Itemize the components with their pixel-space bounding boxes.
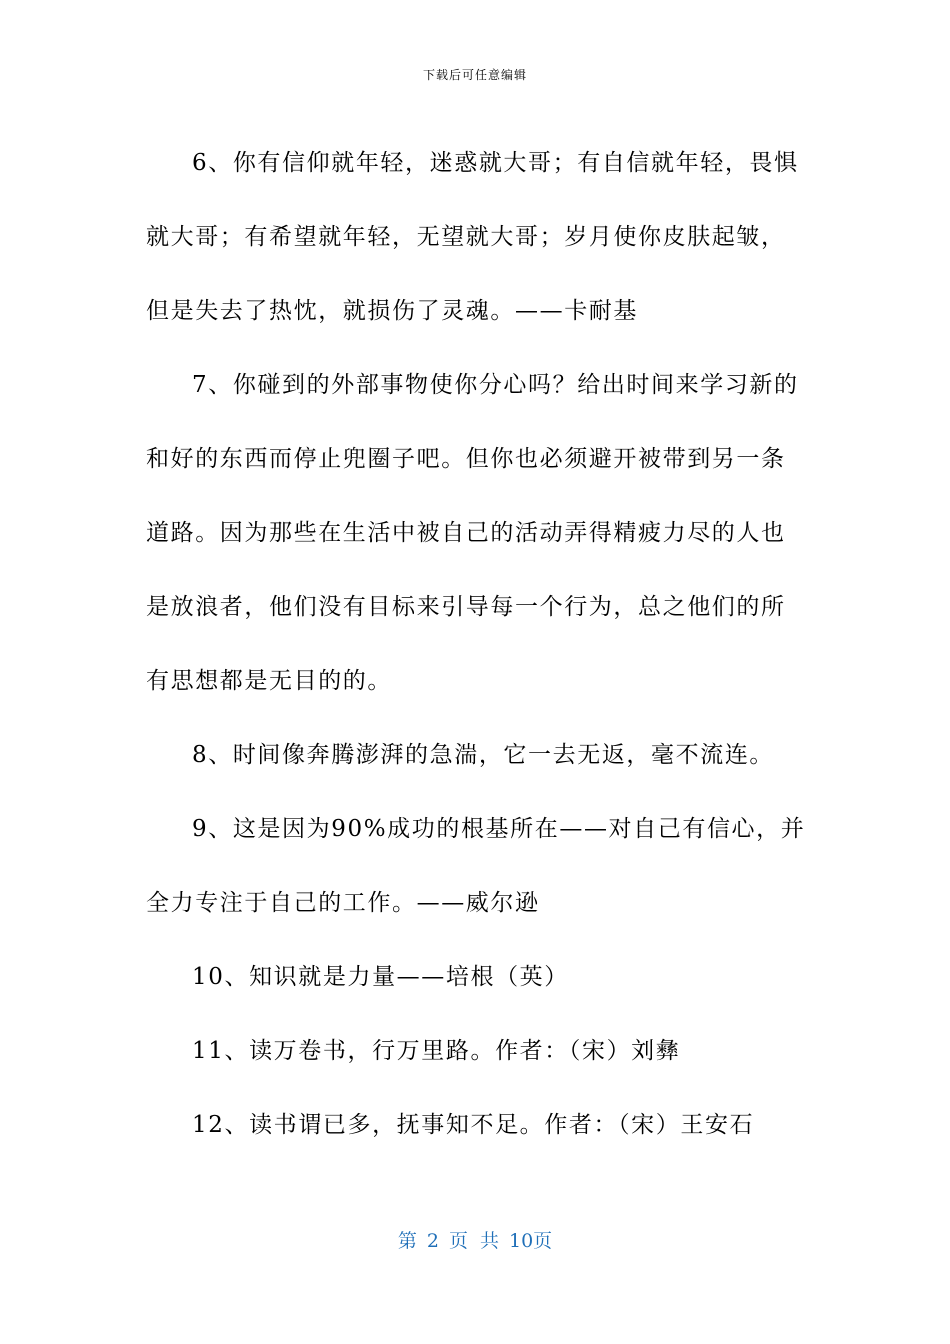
page-header: 下载后可任意编辑 [422, 68, 527, 82]
quote-paragraph-10: 10、知识就是力量——培根（英） [192, 964, 569, 990]
quote-paragraph-7: 7、你碰到的外部事物使你分心吗？给出时间来学习新的和好的东西而停止兜圈子吧。但你也必须避开被带到另一条道路。因为那些在生活中被自己的活动弄得精疲力尽的人也是放浪者，他们没有目标来引导每一个行为，总之他们的所有思想都是无目的的。 [146, 372, 799, 694]
quote-paragraph-6: 6、你有信仰就年轻，迷惑就大哥；有自信就年轻，畏惧就大哥；有希望就年轻，无望就大哥；岁月使你皮肤起皱，但是失去了热忱，就损伤了灵魂。——卡耐基 [146, 150, 799, 324]
quote-paragraph-11: 11、读万卷书，行万里路。作者：（宋）刘彝 [192, 1038, 681, 1064]
footer-prefix: 第 [397, 1230, 417, 1252]
page-footer [0, 1226, 950, 1253]
quote-paragraph-9: 9、这是因为90%成功的根基所在——对自己有信心，并全力专注于自己的工作。——威尔逊 [146, 816, 806, 916]
footer-total-pages: 10页 [508, 1230, 553, 1252]
quote-paragraph-12: 12、读书谓已多，抚事知不足。作者：（宋）王安石 [192, 1112, 755, 1138]
footer-page-number: 2 [426, 1230, 439, 1252]
footer-middle: 页 共 [448, 1230, 499, 1252]
document-body [146, 126, 808, 1162]
quote-paragraph-8: 8、时间像奔腾澎湃的急湍，它一去无返，毫不流连。 [192, 742, 775, 768]
